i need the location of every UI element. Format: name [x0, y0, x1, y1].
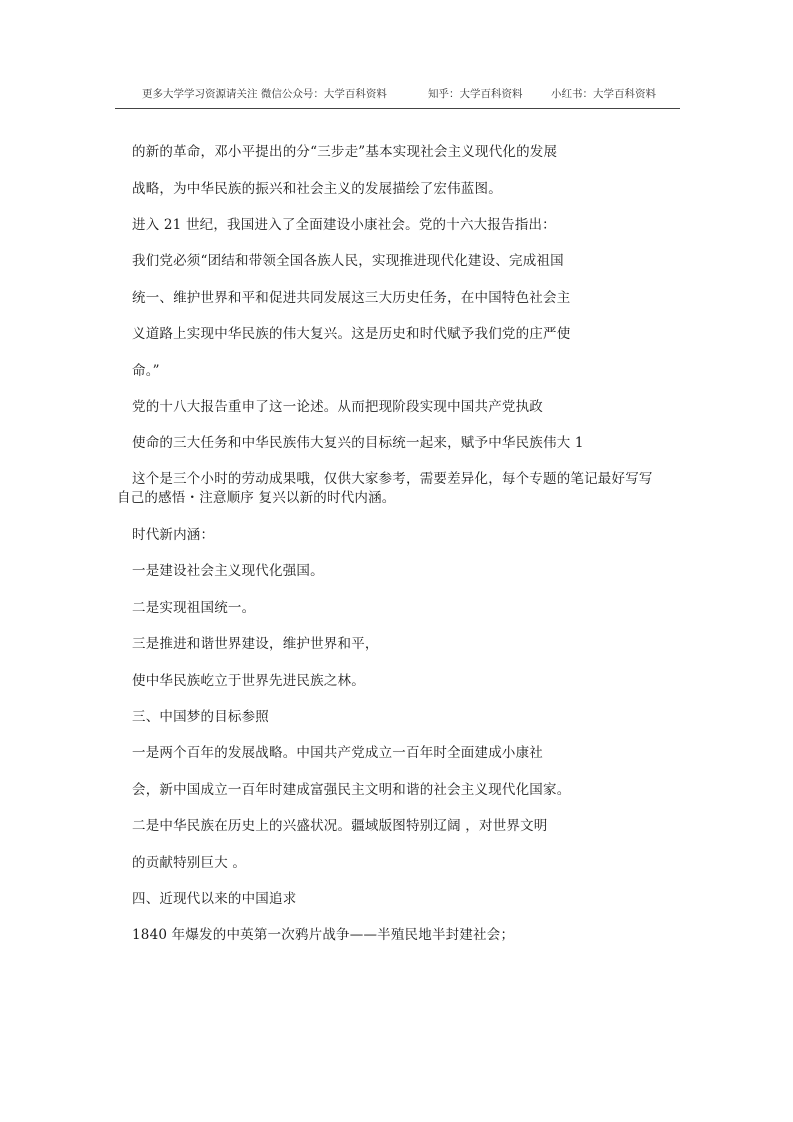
- header-wechat-notice: 更多大学学习资源请关注 微信公众号：大学百科资料: [142, 88, 387, 100]
- paragraph-line: 1840 年爆发的中英第一次鸦片战争——半殖民地半封建社会；: [132, 927, 515, 943]
- paragraph-line: 我们党必须“团结和带领全国各族人民，实现推进现代化建设、完成祖国: [132, 253, 564, 269]
- section-heading: 三、中国梦的目标参照: [132, 709, 269, 725]
- paragraph-line: 的贡献特别巨大 。: [132, 855, 247, 871]
- header-xiaohongshu: 小红书：大学百科资料: [551, 88, 656, 100]
- paragraph-line: 战略，为中华民族的振兴和社会主义的发展描绘了宏伟蓝图。: [132, 181, 502, 197]
- paragraph-line: 统一、维护世界和平和促进共同发展这三大历史任务，在中国特色社会主: [132, 290, 571, 306]
- note-line: 自己的感悟・注意顺序 复兴以新的时代内涵。: [117, 490, 396, 506]
- header-divider: [115, 108, 680, 109]
- section-label: 时代新内涵：: [132, 527, 215, 543]
- note-line: 这个是三个小时的劳动成果哦，仅供大家参考，需要差异化，每个专题的笔记最好写写: [132, 471, 653, 487]
- paragraph-line: 会，新中国成立一百年时建成富强民主文明和谐的社会主义现代化国家。: [132, 782, 571, 798]
- paragraph-line: 使命的三大任务和中华民族伟大复兴的目标统一起来，赋予中华民族伟大 1: [132, 435, 584, 451]
- paragraph-line: 一是两个百年的发展战略。中国共产党成立一百年时全面建成小康社: [132, 745, 543, 761]
- paragraph-line: 二是中华民族在历史上的兴盛状况。疆域版图特别辽阔 ，对世界文明: [132, 818, 548, 834]
- page-header: [115, 86, 680, 108]
- list-item: 一是建设社会主义现代化强国。: [132, 563, 324, 579]
- list-item: 二是实现祖国统一。: [132, 600, 256, 616]
- paragraph-line: 命。”: [132, 363, 160, 379]
- paragraph-line: 党的十八大报告重申了这一论述。从而把现阶段实现中国共产党执政: [132, 399, 543, 415]
- list-item: 三是推进和谐世界建设，维护世界和平，: [132, 636, 379, 652]
- paragraph-line: 的新的革命，邓小平提出的分“三步走”基本实现社会主义现代化的发展: [132, 144, 558, 160]
- paragraph-line: 进入 21 世纪，我国进入了全面建设小康社会。党的十六大报告指出：: [132, 217, 556, 233]
- section-heading: 四、近现代以来的中国追求: [132, 891, 297, 907]
- paragraph-line: 使中华民族屹立于世界先进民族之林。: [132, 673, 365, 689]
- paragraph-line: 义道路上实现中华民族的伟大复兴。这是历史和时代赋予我们党的庄严使: [132, 326, 571, 342]
- header-zhihu: 知乎：大学百科资料: [428, 88, 523, 100]
